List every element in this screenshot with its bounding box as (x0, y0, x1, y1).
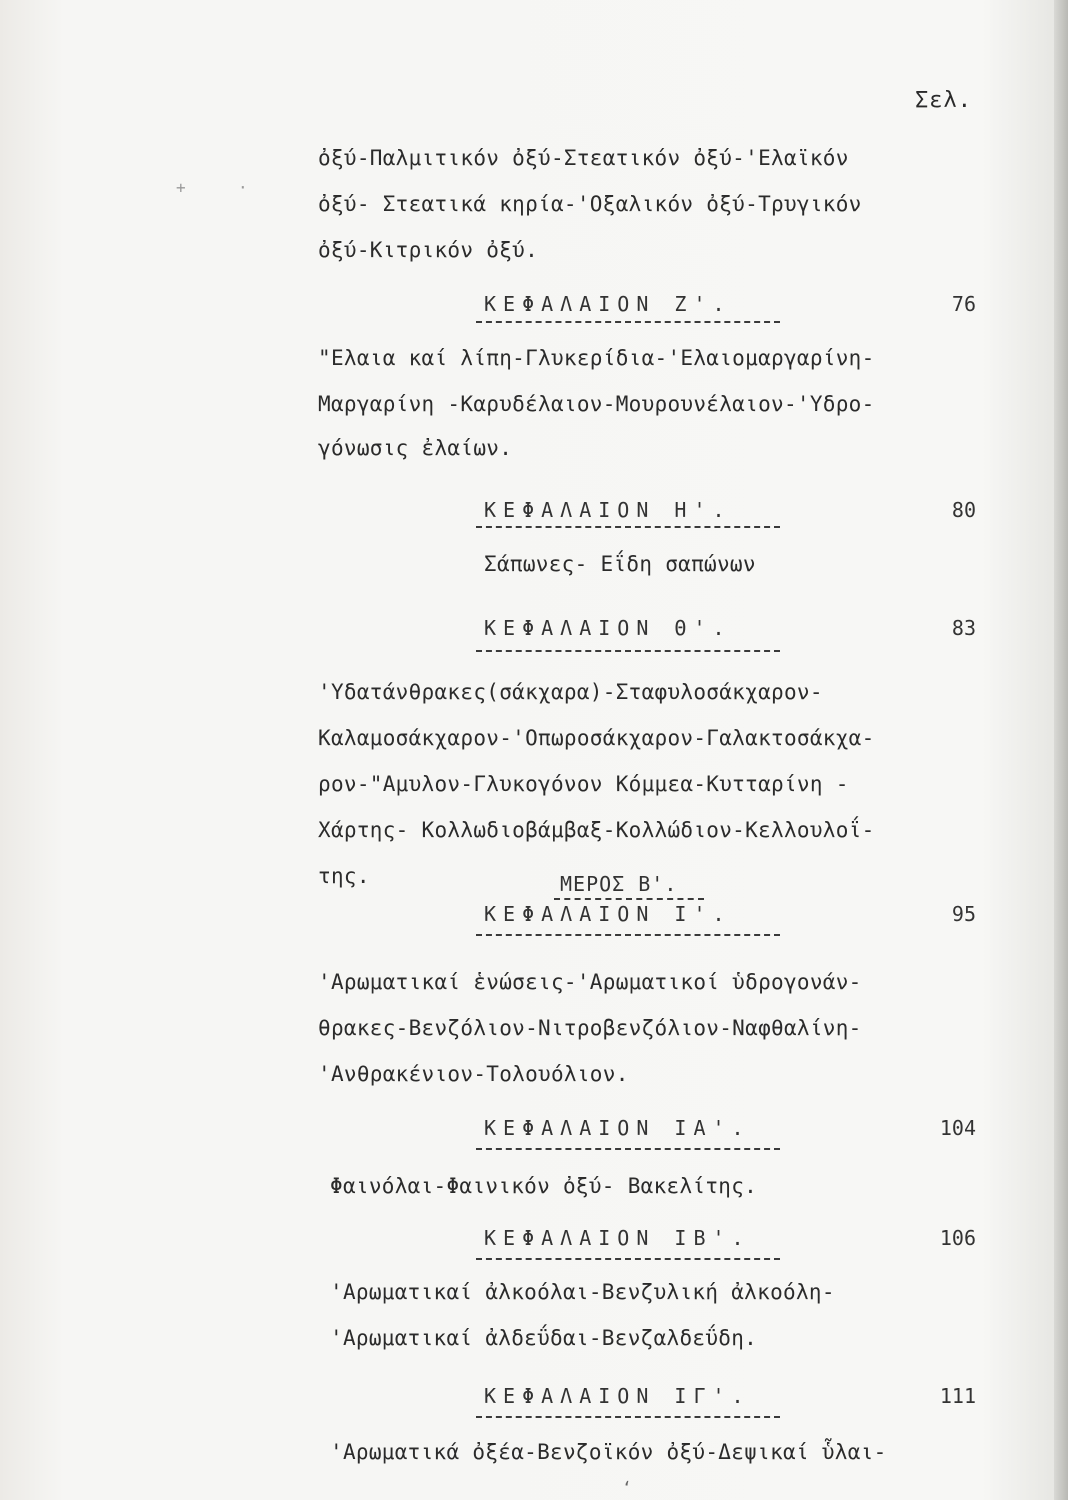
page-number: 106 (939, 1226, 976, 1250)
text-line: ρον-"Αμυλον-Γλυκογόνον Κόμμεα-Κυτταρίνη - (318, 772, 849, 796)
chapter-heading: ΚΕΦΑΛΑΙΟΝ ΙΑ'. (484, 1116, 751, 1140)
text-line: Σάπωνες- Εΐδη σαπώνων (484, 552, 756, 576)
text-line: 'Αρωματικαί ἀλδεΰδαι-Βενζαλδεΰδη. (330, 1326, 758, 1350)
text-line: 'Ανθρακένιον-Τολουόλιον. (318, 1062, 629, 1086)
text-line: Φαινόλαι-Φαινικόν ὀξύ- Βακελίτης. (330, 1174, 758, 1198)
text-line: ὀξύ-Παλμιτικόν ὀξύ-Στεατικόν ὀξύ-'Ελαϊκόν (318, 146, 849, 170)
margin-mark: · (238, 178, 248, 197)
page-column-header: Σελ. (915, 88, 972, 113)
text-line: θρακες-Βενζόλιον-Νιτροβενζόλιον-Ναφθαλίνη- (318, 1016, 862, 1040)
heading-underline (476, 650, 780, 652)
text-line: Μαργαρίνη -Καρυδέλαιον-Μουρουνέλαιον-'Υδρο- (318, 392, 875, 416)
part-heading: ΜΕΡΟΣ Β'. (560, 872, 678, 896)
text-line: 'Αρωματικαί ἑνώσεις-'Αρωματικοί ὑδρογονάν- (318, 970, 862, 994)
page-number: 104 (939, 1116, 976, 1140)
chapter-heading: ΚΕΦΑΛΑΙΟΝ Η'. (484, 498, 732, 522)
text-line: ὀξύ-Κιτρικόν ὀξύ. (318, 238, 539, 262)
page-number: 83 (951, 616, 976, 640)
text-line: Χάρτης- Κολλωδιοβάμβαξ-Κολλώδιον-Κελλουλοΐ- (318, 818, 875, 842)
text-line: 'Αρωματικαί ἀλκοόλαι-Βενζυλική ἀλκοόλη- (330, 1280, 835, 1304)
page-number: 95 (951, 902, 976, 926)
page-number: 111 (939, 1384, 976, 1408)
chapter-heading: ΚΕΦΑΛΑΙΟΝ ΙΒ'. (484, 1226, 751, 1250)
heading-underline (476, 1258, 780, 1260)
chapter-heading: ΚΕΦΑΛΑΙΟΝ Ζ'. (484, 292, 732, 316)
heading-underline (476, 526, 780, 528)
page-edge-shadow (1054, 0, 1068, 1500)
chapter-heading: ΚΕΦΑΛΑΙΟΝ Θ'. (484, 616, 732, 640)
heading-underline (476, 1416, 780, 1418)
heading-underline (476, 934, 780, 936)
margin-mark: + (176, 178, 186, 197)
text-line: "Ελαια καί λίπη-Γλυκερίδια-'Ελαιομαργαρίνη- (318, 346, 875, 370)
text-line: γόνωσις ἐλαίων. (318, 436, 513, 460)
text-line: 'Αρωματικά ὀξέα-Βενζοϊκόν ὀξύ-Δεψικαί ὗλαι- (330, 1440, 887, 1464)
page-number: 76 (951, 292, 976, 316)
chapter-heading: ΚΕΦΑΛΑΙΟΝ ΙΓ'. (484, 1384, 751, 1408)
text-line: Καλαμοσάκχαρον-'Οπωροσάκχαρον-Γαλακτοσάκχα- (318, 726, 875, 750)
part-underline (554, 898, 704, 900)
text-line: ὀξύ- Στεατικά κηρία-'Οξαλικόν ὀξύ-Τρυγικόν (318, 192, 862, 216)
text-line: 'Υδατάνθρακες(σάκχαρα)-Σταφυλοσάκχαρον- (318, 680, 823, 704)
chapter-heading: ΚΕΦΑΛΑΙΟΝ Ι'. (484, 902, 732, 926)
heading-underline (476, 1148, 780, 1150)
page-bottom-mark: ʻ (622, 1478, 632, 1497)
text-line: της. (318, 864, 370, 888)
heading-underline (476, 321, 780, 323)
page-number: 80 (951, 498, 976, 522)
